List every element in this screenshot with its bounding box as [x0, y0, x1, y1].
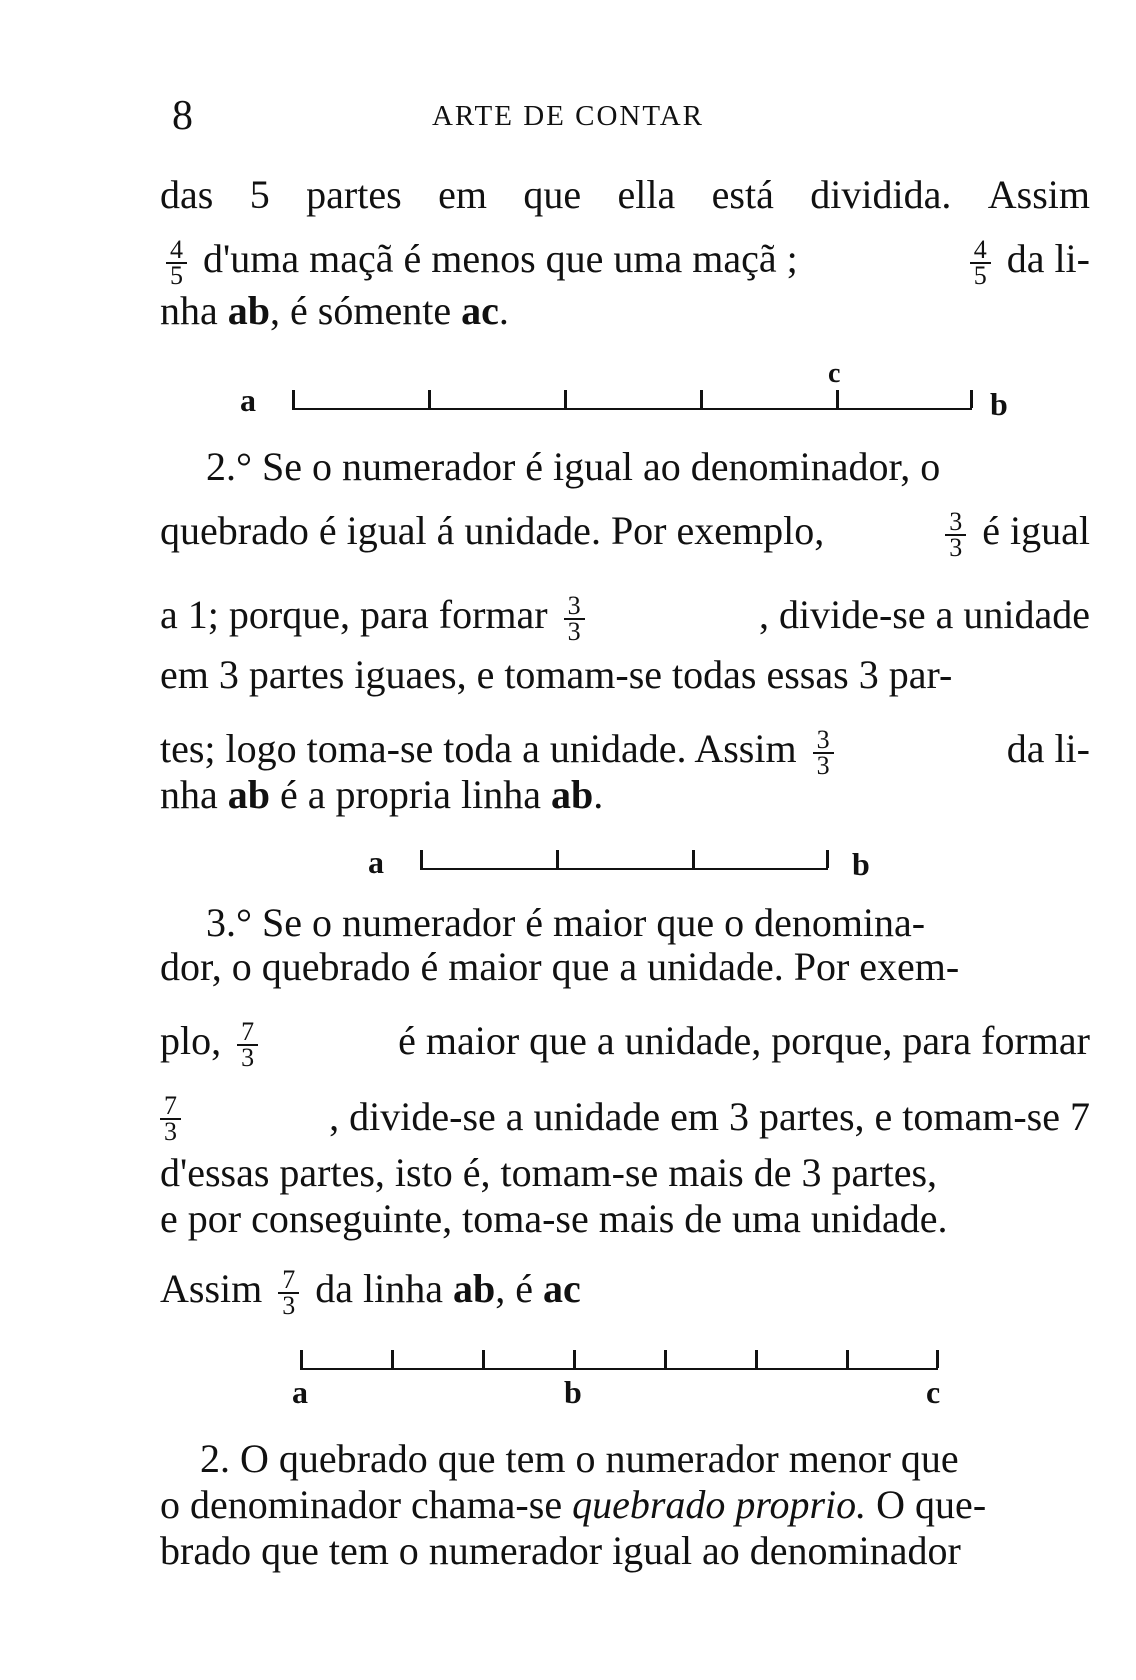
tick	[420, 850, 423, 868]
point-label-b: b	[564, 1374, 582, 1410]
tick	[755, 1350, 758, 1368]
point-label-c: c	[828, 358, 841, 389]
tick	[564, 390, 567, 408]
text-line: $\frac{7}{3}$ , divide-se a unidade em 3 partes, e tomam-se 7	[160, 1094, 1090, 1144]
point-label-a: a	[368, 844, 384, 880]
text-line: tes; logo toma-se toda a unidade. Assim $\frac{3}{3}$ da li-	[160, 724, 1090, 780]
fraction: $\frac{3}{3}$	[813, 728, 834, 778]
running-title: ARTE DE CONTAR	[431, 100, 705, 132]
tick	[300, 1350, 303, 1368]
text-line: brado que tem o numerador igual ao denominador	[160, 1528, 961, 1573]
point-label-a: a	[292, 1374, 308, 1410]
tick	[292, 390, 295, 408]
tick	[836, 390, 839, 408]
text-line: e por conseguinte, toma-se mais de uma unidade.	[160, 1196, 948, 1241]
text-line: nha ab, é sómente ac.	[160, 288, 509, 333]
tick	[692, 850, 695, 868]
tick	[391, 1350, 394, 1368]
point-label-b: b	[990, 386, 1008, 422]
tick	[428, 390, 431, 408]
segment-ac	[300, 1368, 938, 1370]
fraction: $\frac{3}{3}$	[564, 594, 585, 644]
point-label-b: b	[852, 846, 870, 882]
tick	[556, 850, 559, 868]
page-number: 8	[172, 93, 193, 139]
tick	[664, 1350, 667, 1368]
tick	[936, 1350, 939, 1368]
text-line: em 3 partes iguaes, e tomam-se todas essas 3 par-	[160, 652, 953, 697]
point-label-c: c	[926, 1374, 941, 1410]
tick	[826, 850, 829, 868]
segment-ab	[420, 868, 828, 870]
text-line: $\frac{4}{5}$ d'uma maçã é menos que uma maçã ; $\frac{4}{5}$ da li-	[160, 236, 1090, 288]
fraction: $\frac{4}{5}$	[166, 238, 187, 288]
fraction: $\frac{3}{3}$	[945, 510, 966, 560]
fraction: $\frac{4}{5}$	[970, 238, 991, 288]
tick	[970, 390, 973, 408]
text-line: 2.° Se o numerador é igual ao denominador, o	[206, 444, 941, 489]
text-line: 2. O quebrado que tem o numerador menor que	[200, 1436, 959, 1481]
text-line: a 1; porque, para formar $\frac{3}{3}$ , divide-se a unidade	[160, 590, 1090, 646]
tick	[700, 390, 703, 408]
tick	[846, 1350, 849, 1368]
fraction: $\frac{7}{3}$	[160, 1094, 181, 1144]
text-line: das 5 partes em que ella está dividida. Assim	[160, 172, 1090, 217]
tick	[482, 1350, 485, 1368]
text-line: quebrado é igual á unidade. Por exemplo, $\frac{3}{3}$ é igual	[160, 506, 1090, 562]
text-line: nha ab é a propria linha ab.	[160, 772, 604, 817]
tick	[573, 1350, 576, 1368]
text-line: plo, $\frac{7}{3}$ é maior que a unidade, porque, para formar	[160, 1016, 1090, 1072]
segment-ab	[292, 408, 972, 410]
text-line: d'essas partes, isto é, tomam-se mais de 3 partes,	[160, 1150, 938, 1195]
text-line: dor, o quebrado é maior que a unidade. Por exem-	[160, 944, 960, 989]
text-line: 3.° Se o numerador é maior que o denomina-	[206, 900, 926, 945]
text-line: Assim $\frac{7}{3}$ da linha ab, é ac	[160, 1264, 581, 1320]
fraction: $\frac{7}{3}$	[237, 1020, 258, 1070]
point-label-a: a	[240, 382, 256, 418]
fraction: $\frac{7}{3}$	[278, 1268, 299, 1318]
text-line: o denominador chama-se quebrado proprio. O que-	[160, 1482, 987, 1527]
